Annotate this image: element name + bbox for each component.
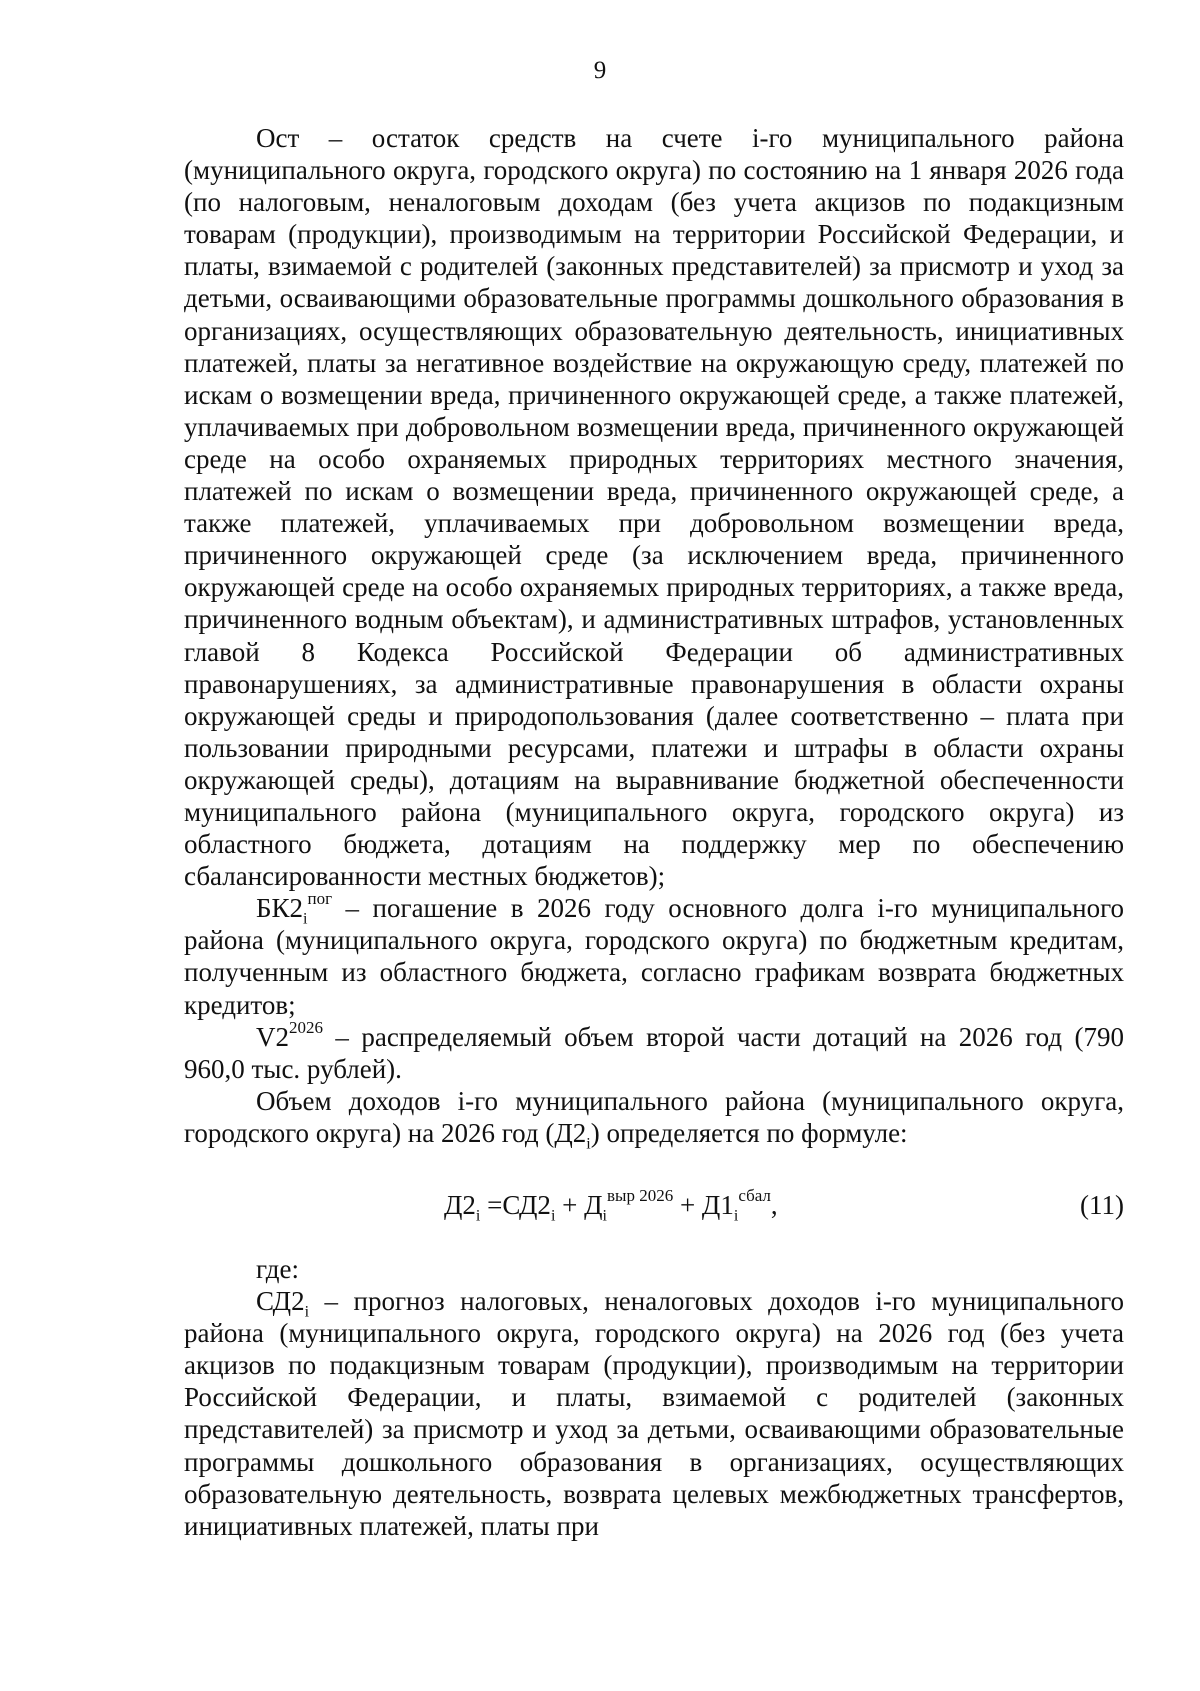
paragraph-v2-text: – распределяемый объем второй части дотаций на 2026 год (790 960,0 тыс. рублей). bbox=[184, 1021, 1124, 1084]
document-body bbox=[184, 122, 1124, 1542]
formula-row bbox=[184, 1159, 1124, 1247]
paragraph-ost-definition: Ост – остаток средств на счете i-го муниципального района (муниципального округа, городского округа) по состоянию на 1 января 2026 года (по налоговым, неналоговым доходам (без учета акцизов по подакцизным товарам (продукции), производимым на территории Российской Федерации, и платы, взимаемой с родителей (законных представителей) за присмотр и уход за детьми, осваивающими образовательные программы дошкольного образования в организациях, осуществляющих образовательную деятельность, инициативных платежей, платы за негативное воздействие на окружающую среду, платежей по искам о возмещении вреда, причиненного окружающей среде, а также платежей, уплачиваемых при добровольном возмещении вреда, причиненного окружающей среде на особо охраняемых природных территориях местного значения, платежей по искам о возмещении вреда, причиненного окружающей среде, а также платежей, уплачиваемых при добровольном возмещении вреда, причиненного окружающей среде (за исключением вреда, причиненного окружающей среде на особо охраняемых природных территориях, а также вреда, причиненного водным объектам), и административных штрафов, установленных главой 8 Кодекса Российской Федерации об административных правонарушениях, за административные правонарушения в области охраны окружающей среды и природопользования (далее соответственно – плата при пользовании природными ресурсами, платежи и штрафы в области охраны окружающей среды), дотациям на выравнивание бюджетной обеспеченности муниципального района (муниципального округа, городского округа) из областного бюджета, дотациям на поддержку мер по обеспечению сбалансированности местных бюджетов); bbox=[184, 123, 1124, 892]
symbol-v2-superscript: 2026 bbox=[289, 1017, 323, 1037]
formula-plus-term3: + Д1 bbox=[673, 1190, 734, 1220]
paragraph-income-text: Объем доходов i-го муниципального района (муниципального округа, городского округа) на 2026 год (Д2 bbox=[184, 1085, 1124, 1148]
formula-term2-superscript: выр 2026 bbox=[607, 1186, 674, 1205]
formula-term2-subscript: i bbox=[602, 1207, 607, 1225]
paragraph-v2-definition bbox=[184, 1017, 1124, 1085]
paragraph-sd2-text: – прогноз налоговых, неналоговых доходов i-го муниципального района (муниципального округа, городского округа) на 2026 год (без учета акцизов по подакцизным товарам (продукции), производимым на территории Российской Федерации, и платы, взимаемой с родителей (законных представителей) за присмотр и уход за детьми, осваивающими образовательные программы дошкольного образования в организациях, осуществляющих образовательную деятельность, возврата целевых межбюджетных трансфертов, инициативных платежей, платы при bbox=[184, 1286, 1124, 1541]
paragraph-bk2-definition bbox=[184, 889, 1124, 1020]
formula-equals-term1: =СД2 bbox=[480, 1190, 551, 1220]
income-subscript: i bbox=[586, 1135, 591, 1153]
page-number: 9 bbox=[593, 57, 607, 84]
symbol-sd2: СД2 bbox=[256, 1286, 305, 1317]
formula-number: (11) bbox=[1080, 1190, 1124, 1220]
symbol-v2: V2 bbox=[256, 1021, 289, 1052]
formula-lhs-subscript: i bbox=[475, 1207, 481, 1225]
paragraph-bk2-text: – погашение в 2026 году основного долга i-го муниципального района (муниципального округа, городского округа) по бюджетным кредитам, полученным из областного бюджета, согласно графикам возврата бюджетных кредитов; bbox=[184, 893, 1124, 1020]
formula-term3-superscript: сбал bbox=[738, 1186, 771, 1205]
where-label: где: bbox=[256, 1254, 299, 1284]
symbol-bk2: БК2 bbox=[256, 893, 304, 924]
formula-plus-term2: + Д bbox=[555, 1190, 603, 1220]
formula-lhs: Д2 bbox=[444, 1190, 476, 1220]
formula-term1-subscript: i bbox=[550, 1207, 556, 1225]
paragraph-income-intro bbox=[184, 1085, 1124, 1153]
symbol-bk2-subscript: i bbox=[303, 910, 308, 928]
symbol-sd2-subscript: i bbox=[304, 1303, 310, 1321]
paragraph-sd2-definition bbox=[184, 1285, 1124, 1542]
formula-tail: , bbox=[770, 1190, 778, 1220]
formula-11 bbox=[444, 1186, 778, 1225]
symbol-bk2-superscript: пог bbox=[307, 889, 333, 909]
formula-term3-subscript: i bbox=[733, 1207, 739, 1225]
paragraph-income-tail: ) определяется по формуле: bbox=[590, 1117, 908, 1148]
